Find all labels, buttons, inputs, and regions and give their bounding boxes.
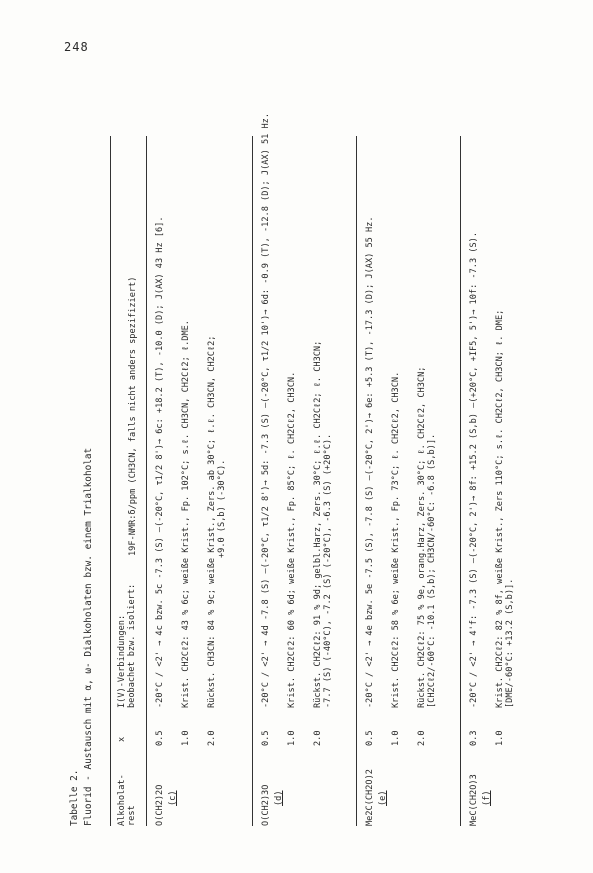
desc-line: -20°C / <2' → 4c bzw. 5c -7.3 (S) —(-20°C, τ1/2 8')→ 6c: +18.2 (T), -10.0 (D); J(AX) 43 Hz [6]. bbox=[155, 216, 165, 708]
alcoholate-rest bbox=[262, 766, 285, 826]
x-value: 1.0 bbox=[181, 730, 191, 746]
row-description bbox=[208, 142, 228, 708]
x-value: 0.5 bbox=[365, 730, 375, 746]
desc-line: Krist. CH2Cℓ2: 43 % 6c; weiße Krist., Fp. 102°C; s.ℓ. CH3CN, CH2Cℓ2; ℓ.DME. bbox=[181, 320, 191, 708]
group-rule bbox=[460, 136, 461, 826]
alcoholate-formula: MeC(CH2O)3 bbox=[469, 774, 479, 826]
header-rule bbox=[146, 136, 147, 826]
desc-line: -20°C / <2' → 4'f: -7.3 (S) —(-20°C, 2')→ 8f: +15.2 (S,b) —(+20°C, +IF5, 5')→ 10f: -7.3 (S). bbox=[469, 232, 479, 708]
x-value: 1.0 bbox=[495, 730, 505, 746]
alcoholate-rest bbox=[366, 766, 389, 826]
row-description bbox=[288, 142, 298, 708]
group-rule bbox=[252, 136, 253, 826]
row-description bbox=[182, 142, 192, 708]
x-value: 2.0 bbox=[313, 730, 323, 746]
compound-label: (c) bbox=[167, 790, 178, 806]
row-description bbox=[470, 142, 480, 708]
compound-label: (f) bbox=[481, 790, 492, 806]
page-number: 248 bbox=[64, 40, 89, 54]
alcoholate-formula: O(CH2)2O bbox=[155, 784, 165, 826]
x-value: 2.0 bbox=[207, 730, 217, 746]
alcoholate-rest bbox=[156, 766, 179, 826]
desc-line: [DME/-60°C: +13.2 (S,b)]. bbox=[504, 578, 515, 708]
desc-line: Rückst. CH3CN: 84 % 9c; weiße Krist., Zers. ab 30°C; ℓ.ℓ. CH3CN, CH2Cℓ2; bbox=[207, 335, 217, 708]
desc-line: [CH2Cℓ2/-60°C: -10.1 (S,b); CH3CN/-60°C: -6.8 (S,b)]. bbox=[426, 433, 437, 708]
alcoholate-formula: O(CH2)3O bbox=[261, 784, 271, 826]
alcoholate-rest bbox=[470, 766, 493, 826]
table-caption bbox=[70, 136, 95, 826]
x-value: 0.5 bbox=[261, 730, 271, 746]
row-description bbox=[366, 142, 376, 708]
rotated-table bbox=[66, 113, 536, 826]
header-rest-line: rest bbox=[126, 805, 137, 826]
header-nmr: 19F-NMR:δ/ppm (CH3CN, falls nicht anders spezifiziert) bbox=[128, 276, 138, 556]
desc-line: Krist. CH2Cℓ2: 58 % 6e; weiße Krist., Fp. 73°C; ℓ. CH2Cℓ2, CH3CN. bbox=[391, 371, 401, 708]
x-value: 1.0 bbox=[391, 730, 401, 746]
desc-line: Krist. CH2Cℓ2: 60 % 6d; weiße Krist., Fp. 85°C; ℓ. CH2Cℓ2, CH3CN. bbox=[287, 371, 297, 708]
header-compounds-line: beobachet bzw. isoliert: bbox=[126, 583, 137, 708]
compound-label: (d) bbox=[273, 790, 284, 806]
row-description bbox=[156, 142, 166, 708]
desc-line: -20°C / <2' → 4d -7.8 (S) —(-20°C, τ1/2 8')→ 5d: -7.3 (S) —(-20°C, τ1/2 10')→ 6d: -0.9 (T), -12.8 (D); J(AX) 51 Hz. bbox=[261, 113, 271, 708]
x-value: 0.3 bbox=[469, 730, 479, 746]
header-compounds-line: I(V)-Verbindungen: bbox=[117, 614, 127, 708]
header-rest bbox=[118, 774, 138, 826]
header-x: x bbox=[117, 736, 127, 742]
row-description bbox=[418, 142, 438, 708]
table-title: Tabelle 2. bbox=[69, 769, 80, 826]
compound-label: (e) bbox=[377, 790, 388, 806]
desc-line: +9.0 (S,b) (-30°C). bbox=[216, 459, 227, 558]
desc-line: -7.7 (S) (-40°C), -7.2 (S) (-20°C), -6.3 (S) (+20°C). bbox=[322, 433, 333, 708]
desc-line: Rückst. CH2Cℓ2: 91 % 9d; gelbl.Harz, Zers. 30°C; ℓ.ℓ. CH2Cℓ2; ℓ. CH3CN; bbox=[313, 340, 323, 708]
x-value: 0.5 bbox=[155, 730, 165, 746]
table-subtitle: Fluorid - Austausch mit α, ω- Dialkoholaten bzw. einem Trialkoholat bbox=[82, 447, 94, 826]
row-description bbox=[314, 142, 334, 708]
alcoholate-formula: Me2C(CH2O)2 bbox=[365, 769, 375, 826]
header-compounds bbox=[118, 584, 138, 708]
header-rest-line: Alkoholat- bbox=[117, 774, 127, 826]
top-rule bbox=[110, 136, 111, 826]
desc-line: -20°C / <2' → 4e bzw. 5e -7.5 (S), -7.8 (S) —(-20°C, 2')→ 6e: +5.3 (T), -17.3 (D); J(AX) 55 Hz. bbox=[365, 216, 375, 708]
row-description bbox=[261, 113, 272, 708]
desc-line: Krist. CH2Cℓ2: 82 % 8f, weiße Krist., Zers 110°C; s.ℓ. CH2Cℓ2, CH3CN; ℓ. DME; bbox=[495, 309, 505, 708]
x-value: 1.0 bbox=[287, 730, 297, 746]
desc-line: Rückst. CH2Cℓ2: 75 % 9e, orang.Harz, Zers. 30°C; ℓ. CH2Cℓ2, CH3CN; bbox=[417, 366, 427, 708]
row-description bbox=[496, 142, 516, 708]
row-description bbox=[392, 142, 402, 708]
x-value: 2.0 bbox=[417, 730, 427, 746]
group-rule bbox=[356, 136, 357, 826]
